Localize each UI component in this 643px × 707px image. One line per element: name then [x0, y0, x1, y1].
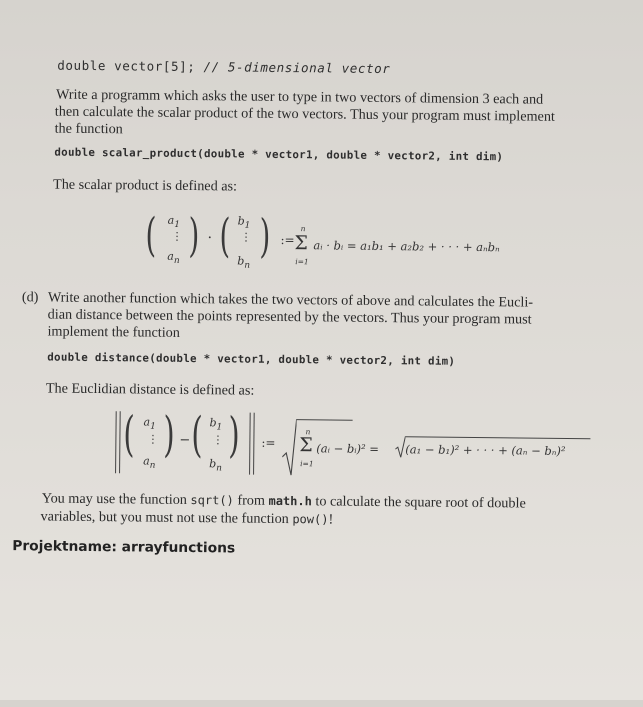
- math-h-code: math.h: [268, 493, 312, 509]
- pow-code: pow(): [292, 512, 329, 527]
- euclid-sum-upper-limit: n: [305, 427, 311, 437]
- euclid-left-paren-a: (: [123, 406, 135, 463]
- euclid-left-paren-b: (: [191, 407, 203, 464]
- distance-signature: double distance(double * vector1, double * vector2, int dim): [47, 350, 456, 368]
- project-name: Projektname: arrayfunctions: [12, 538, 236, 557]
- euclid-vector-b-last: $b_n$: [209, 457, 223, 474]
- small-sqrt-icon: [395, 436, 405, 458]
- scalar-product-rhs: aᵢ · bᵢ = a₁b₁ + a₂b₂ + · · · + aₙbₙ: [313, 238, 500, 255]
- scalar-product-definition-label: The scalar product is defined as:: [52, 176, 238, 195]
- note-line-2: variables, but you must not use the function pow()!: [40, 508, 334, 528]
- euclid-right-paren-a: ): [163, 406, 175, 463]
- vector-b-first: $b_1$: [237, 214, 251, 231]
- big-sqrt-icon: [282, 419, 297, 477]
- small-sqrt-bar: [405, 436, 590, 439]
- euclid-definition-label: The Euclidian distance is defined as:: [45, 380, 255, 399]
- right-paren-a: ): [188, 207, 200, 263]
- euclid-vector-a-first: $a_1$: [143, 415, 156, 432]
- norm-bar-right-inner: [249, 413, 251, 475]
- euclid-right-paren-b: ): [228, 407, 240, 464]
- norm-bar-right-outer: [253, 413, 255, 475]
- part-d-line-2: dian distance between the points represented by the vectors. Thus your program must: [47, 306, 532, 328]
- code-comment: // 5-dimensional vector: [195, 59, 391, 77]
- vector-a-dots: ⋮: [171, 229, 183, 243]
- code-declaration: [57, 58, 390, 76]
- scalar-product-signature: double scalar_product(double * vector1, double * vector2, int dim): [54, 145, 504, 164]
- left-paren-a: (: [145, 207, 157, 262]
- sum-lower-limit: i=1: [295, 257, 309, 267]
- sqrt-code: sqrt(): [190, 493, 234, 508]
- dot-operator: ·: [207, 230, 213, 247]
- euclid-vector-b-dots: ⋮: [212, 433, 224, 447]
- part-d-line-1: Write another function which takes the two vectors of above and calculates the Eucli-: [47, 289, 534, 311]
- euclid-vector-a-dots: ⋮: [147, 432, 159, 446]
- intro-line-2: then calculate the scalar product of the two vectors. Thus your program must implement: [54, 103, 556, 125]
- norm-bar-left-outer: [115, 411, 117, 473]
- euclid-sum-sigma: Σ: [299, 434, 313, 457]
- left-paren-b: (: [219, 208, 231, 263]
- right-paren-b: ): [259, 208, 271, 263]
- vector-b-last: $b_n$: [237, 254, 251, 271]
- note-line-1: You may use the function sqrt() from math.h to calculate the square root of double: [41, 490, 526, 512]
- vector-b-dots: ⋮: [240, 230, 252, 244]
- vector-a-first: $a_1$: [167, 213, 181, 231]
- euclid-vector-b-first: $b_1$: [209, 416, 223, 433]
- euclid-rhs: (a₁ − b₁)² + · · · + (aₙ − bₙ)²: [405, 442, 566, 458]
- euclid-assign-operator: :=: [261, 435, 276, 450]
- part-d-line-3: implement the function: [47, 323, 180, 341]
- minus-operator: −: [179, 432, 191, 449]
- intro-line-1: Write a programm which asks the user to type in two vectors of dimension 3 each and: [55, 86, 544, 108]
- vector-a-last: $a_n$: [167, 249, 180, 267]
- euclid-vector-a-last: $a_n$: [143, 454, 156, 471]
- euclid-sum-term: (aᵢ − bᵢ)² =: [316, 441, 380, 456]
- sum-sigma: Σ: [294, 232, 309, 255]
- intro-line-3: the function: [54, 120, 123, 138]
- code-declaration-prefix: double vector[5];: [57, 57, 196, 75]
- part-d-label: (d): [21, 289, 39, 306]
- assign-operator: :=: [280, 232, 295, 248]
- norm-bar-left-inner: [119, 411, 121, 473]
- sum-upper-limit: n: [300, 224, 306, 234]
- big-sqrt-bar: [297, 419, 353, 421]
- euclid-sum-lower-limit: i=1: [300, 459, 314, 469]
